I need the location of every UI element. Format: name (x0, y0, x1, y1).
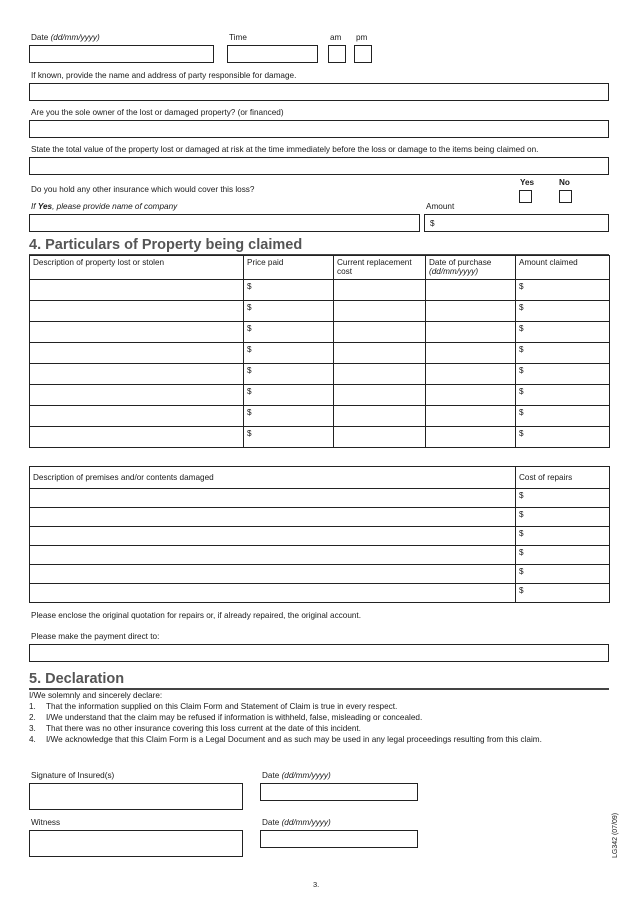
currency-symbol: $ (247, 408, 252, 417)
table-row (30, 364, 610, 385)
premises-cell[interactable] (30, 565, 516, 584)
declaration-item (29, 713, 422, 723)
replacement-cell[interactable] (334, 385, 426, 406)
declaration-text: That there was no other insurance covering this loss current at the date of this incident. (46, 724, 361, 733)
purchase-date-cell[interactable] (426, 343, 516, 364)
table-row (30, 406, 610, 427)
currency-symbol: $ (519, 303, 524, 312)
col-repairs: Cost of repairs (516, 467, 610, 489)
description-cell[interactable] (30, 280, 244, 301)
company-field[interactable] (29, 214, 420, 232)
premises-cell[interactable] (30, 489, 516, 508)
declaration-text: I/We understand that the claim may be refused if information is withheld, false, misleading or concealed. (46, 713, 423, 722)
currency-symbol: $ (519, 586, 524, 595)
currency-symbol: $ (519, 366, 524, 375)
table-row (30, 508, 610, 527)
table-row (30, 280, 610, 301)
repairs-cell[interactable] (516, 565, 610, 584)
premises-cell[interactable] (30, 584, 516, 603)
description-cell[interactable] (30, 322, 244, 343)
price-paid-cell[interactable] (244, 364, 334, 385)
repairs-cell[interactable] (516, 489, 610, 508)
table-row (30, 584, 610, 603)
price-paid-cell[interactable] (244, 322, 334, 343)
table-row (30, 427, 610, 448)
table-row (30, 385, 610, 406)
description-cell[interactable] (30, 364, 244, 385)
repairs-cell[interactable] (516, 508, 610, 527)
time-field[interactable] (227, 45, 318, 63)
replacement-cell[interactable] (334, 406, 426, 427)
currency-symbol: $ (519, 529, 524, 538)
currency-symbol: $ (519, 345, 524, 354)
property-table (29, 255, 610, 448)
am-label: am (330, 33, 342, 42)
declaration-intro: I/We solemnly and sincerely declare: (29, 691, 163, 700)
declaration-text: That the information supplied on this Claim Form and Statement of Claim is true in every respect. (46, 702, 398, 711)
replacement-cell[interactable] (334, 280, 426, 301)
col-amount-claimed: Amount claimed (516, 256, 610, 280)
declaration-number: 4. (29, 735, 36, 744)
table-row (30, 322, 610, 343)
repairs-cell[interactable] (516, 584, 610, 603)
price-paid-cell[interactable] (244, 385, 334, 406)
amount-currency: $ (430, 219, 435, 228)
no-checkbox[interactable] (559, 190, 572, 203)
declaration-item (29, 724, 361, 734)
currency-symbol: $ (247, 345, 252, 354)
col-description: Description of property lost or stolen (30, 256, 244, 280)
currency-symbol: $ (519, 282, 524, 291)
amount-claimed-cell[interactable] (516, 427, 610, 448)
date-witness-field[interactable] (260, 830, 418, 848)
table-row (30, 565, 610, 584)
repairs-cell[interactable] (516, 546, 610, 565)
date-sign-field[interactable] (260, 783, 418, 801)
premises-cell[interactable] (30, 527, 516, 546)
value-label: State the total value of the property lost or damaged at risk at the time immediately before the loss or damage to the items being claimed on. (31, 145, 539, 154)
purchase-date-cell[interactable] (426, 364, 516, 385)
pm-label: pm (356, 33, 368, 42)
col-price-paid: Price paid (244, 256, 334, 280)
purchase-date-cell[interactable] (426, 301, 516, 322)
amount-claimed-cell[interactable] (516, 301, 610, 322)
amount-claimed-cell[interactable] (516, 343, 610, 364)
description-cell[interactable] (30, 406, 244, 427)
time-label: Time (229, 33, 247, 42)
if-yes-label: If Yes, please provide name of company (31, 202, 178, 211)
purchase-date-cell[interactable] (426, 427, 516, 448)
currency-symbol: $ (519, 548, 524, 557)
section5-title: 5. Declaration (29, 671, 125, 687)
table-row (30, 546, 610, 565)
purchase-date-cell[interactable] (426, 322, 516, 343)
declaration-number: 2. (29, 713, 36, 722)
replacement-cell[interactable] (334, 364, 426, 385)
declaration-item (29, 702, 397, 712)
currency-symbol: $ (247, 366, 252, 375)
currency-symbol: $ (519, 510, 524, 519)
description-cell[interactable] (30, 385, 244, 406)
description-cell[interactable] (30, 343, 244, 364)
date-sign-label: Date (dd/mm/yyyy) (262, 771, 331, 780)
property-table-header (30, 256, 610, 280)
amount-claimed-cell[interactable] (516, 364, 610, 385)
col-purchase-date: Date of purchase (dd/mm/yyyy) (426, 256, 516, 280)
amount-label: Amount (426, 202, 455, 211)
col-premises: Description of premises and/or contents damaged (30, 467, 516, 489)
no-label: No (559, 178, 570, 187)
price-paid-cell[interactable] (244, 406, 334, 427)
description-cell[interactable] (30, 427, 244, 448)
witness-label: Witness (31, 818, 61, 827)
price-paid-cell[interactable] (244, 427, 334, 448)
value-field[interactable] (29, 157, 609, 175)
amount-claimed-cell[interactable] (516, 385, 610, 406)
amount-claimed-cell[interactable] (516, 280, 610, 301)
other-insurance-label: Do you hold any other insurance which would cover this loss? (31, 185, 255, 194)
price-paid-cell[interactable] (244, 280, 334, 301)
currency-symbol: $ (247, 282, 252, 291)
section4-title: 4. Particulars of Property being claimed (29, 237, 303, 253)
form-code: LG342 (07/09) (612, 812, 619, 858)
amount-claimed-cell[interactable] (516, 322, 610, 343)
currency-symbol: $ (247, 303, 252, 312)
premises-cell[interactable] (30, 546, 516, 565)
replacement-cell[interactable] (334, 427, 426, 448)
currency-symbol: $ (247, 324, 252, 333)
currency-symbol: $ (519, 324, 524, 333)
owner-label: Are you the sole owner of the lost or damaged property? (or financed) (31, 108, 284, 117)
purchase-date-cell[interactable] (426, 280, 516, 301)
signature-field[interactable] (29, 783, 243, 810)
col-replacement: Current replacement cost (334, 256, 426, 280)
currency-symbol: $ (519, 429, 524, 438)
declaration-item (29, 735, 542, 745)
purchase-date-cell[interactable] (426, 406, 516, 427)
replacement-cell[interactable] (334, 322, 426, 343)
date-field[interactable] (29, 45, 214, 63)
page-number: 3. (313, 880, 320, 889)
table-row (30, 527, 610, 546)
date-label: Date (dd/mm/yyyy) (31, 33, 100, 42)
party-field[interactable] (29, 83, 609, 101)
quotation-note: Please enclose the original quotation for repairs or, if already repaired, the original account. (31, 611, 361, 620)
table-row (30, 489, 610, 508)
payment-label: Please make the payment direct to: (31, 632, 160, 641)
yes-label: Yes (520, 178, 535, 187)
premises-table (29, 466, 610, 603)
currency-symbol: $ (519, 408, 524, 417)
signature-label: Signature of Insured(s) (31, 771, 115, 780)
date-witness-label: Date (dd/mm/yyyy) (262, 818, 331, 827)
party-label: If known, provide the name and address of party responsible for damage. (31, 71, 297, 80)
purchase-date-cell[interactable] (426, 385, 516, 406)
currency-symbol: $ (247, 387, 252, 396)
currency-symbol: $ (247, 429, 252, 438)
declaration-number: 1. (29, 702, 36, 711)
premises-table-header (30, 467, 610, 489)
description-cell[interactable] (30, 301, 244, 322)
witness-field[interactable] (29, 830, 243, 857)
price-paid-cell[interactable] (244, 343, 334, 364)
currency-symbol: $ (519, 491, 524, 500)
table-row (30, 343, 610, 364)
premises-cell[interactable] (30, 508, 516, 527)
amount-field[interactable] (424, 214, 609, 232)
replacement-cell[interactable] (334, 301, 426, 322)
payment-field[interactable] (29, 644, 609, 662)
price-paid-cell[interactable] (244, 301, 334, 322)
am-checkbox[interactable] (328, 45, 346, 63)
repairs-cell[interactable] (516, 527, 610, 546)
replacement-cell[interactable] (334, 343, 426, 364)
owner-field[interactable] (29, 120, 609, 138)
section5-divider (29, 688, 609, 690)
yes-checkbox[interactable] (519, 190, 532, 203)
amount-claimed-cell[interactable] (516, 406, 610, 427)
declaration-text: I/We acknowledge that this Claim Form is a Legal Document and as such may be used in any legal proceedings resulting from this claim. (46, 735, 542, 744)
currency-symbol: $ (519, 567, 524, 576)
currency-symbol: $ (519, 387, 524, 396)
pm-checkbox[interactable] (354, 45, 372, 63)
table-row (30, 301, 610, 322)
declaration-number: 3. (29, 724, 36, 733)
